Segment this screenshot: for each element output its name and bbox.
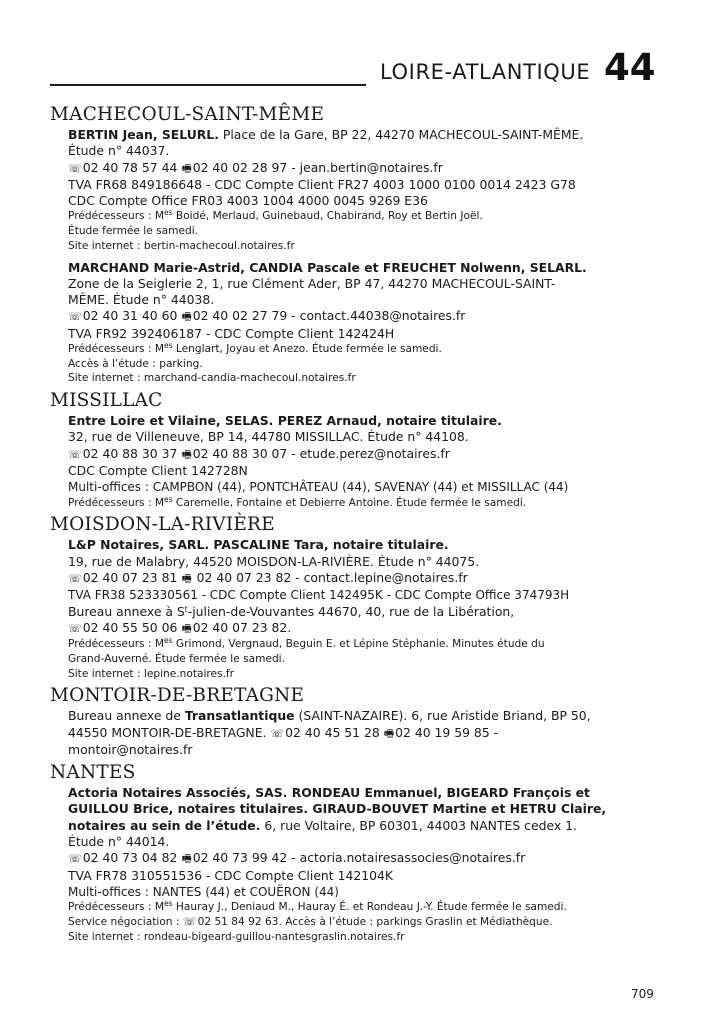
website-link[interactable]: Site internet : lepine.notaires.fr — [68, 667, 235, 680]
cdc-line: CDC Compte Office FR03 4003 1004 4000 0045 9269 E36 — [68, 193, 428, 209]
predecessors: Prédécesseurs : $M^{es}$ Grimond, Vergnaud, Beguin E. et Lépine Stéphanie. Minutes étude du — [68, 636, 545, 651]
department-number: 44 — [604, 46, 656, 89]
address: Zone de la Seiglerie 2, 1, rue Clément Ader, BP 47, 44270 MACHECOUL-SAINT- — [68, 275, 556, 291]
predecessors: Prédécesseurs : $M^{es}$ Boidé, Merlaud, Guinebaud, Chabirand, Roy et Bertin Joël. — [68, 208, 483, 223]
phone-number[interactable]: 02 40 78 57 44 — [82, 159, 178, 175]
notary-name-cont: GUILLOU Brice, notaires titulaires. GIRAUD-BOUVET Martine et HETRU Claire, — [68, 801, 607, 817]
fax-number: 02 40 02 27 79 — [192, 308, 288, 324]
phone-number[interactable]: 02 40 55 50 06 — [82, 619, 178, 635]
address: 32, rue de Villeneuve, BP 14, 44780 MISSILLAC. Étude n° 44108. — [68, 429, 469, 445]
notary-entry — [68, 127, 662, 254]
fax-icon: 🖷 — [383, 726, 395, 740]
phone-icon: ☏ — [68, 310, 82, 324]
notary-name: Entre Loire et Vilaine, SELAS. PEREZ Arnaud, notaire titulaire. — [68, 413, 502, 429]
fax-icon: 🖷 — [181, 161, 192, 175]
email-link[interactable]: - contact.lepine@notaires.fr — [291, 569, 468, 585]
city-heading: MISSILLAC — [50, 390, 163, 412]
fax-icon: 🖷 — [181, 447, 192, 461]
predecessors: Prédécesseurs : $M^{es}$ Hauray J., Deniaud M., Hauray É. et Rondeau J.-Y. Étude fermée le samedi. — [68, 899, 567, 914]
office-number: Étude n° 44014. — [68, 834, 170, 850]
city-heading: MONTOIR-DE-BRETAGNE — [50, 685, 305, 707]
fax-number: 02 40 73 99 42 — [192, 850, 288, 866]
notary-entry — [68, 537, 662, 681]
fax-icon: 🖷 — [181, 571, 192, 585]
region-title: LOIRE-ATLANTIQUE — [380, 60, 591, 84]
predecessors: Prédécesseurs : $M^{es}$ Lenglart, Joyau et Anezo. Étude fermée le samedi. — [68, 341, 442, 356]
entry-name-line — [68, 127, 662, 143]
city-heading: MOISDON-LA-RIVIÈRE — [50, 514, 275, 536]
notary-name: Actoria Notaires Associés, SAS. RONDEAU Emmanuel, BIGEARD François et — [68, 785, 590, 801]
email-link[interactable]: - etude.perez@notaires.fr — [287, 445, 450, 461]
contact-line — [68, 725, 662, 742]
notary-name: MARCHAND Marie-Astrid, CANDIA Pascale et FREUCHET Nolwenn, SELARL. — [68, 259, 587, 275]
cdc-line: CDC Compte Client 142728N — [68, 463, 248, 479]
city-heading: MACHECOUL-SAINT-MÊME — [50, 104, 325, 125]
contact-line — [68, 620, 662, 637]
phone-icon: ☏ — [270, 726, 285, 740]
address-cont: MÊME. Étude n° 44038. — [68, 292, 215, 308]
notary-name: BERTIN Jean, SELURL. — [68, 127, 219, 142]
contact-line — [68, 570, 662, 587]
header-rule — [50, 84, 366, 86]
page-number: 709 — [631, 987, 654, 1001]
phone-icon: ☏ — [68, 447, 82, 461]
phone-icon: ☏ — [182, 914, 197, 928]
phone-number[interactable]: 02 40 73 04 82 — [82, 850, 178, 866]
email-link[interactable]: - contact.44038@notaires.fr — [287, 308, 466, 324]
email-link[interactable]: montoir@notaires.fr — [68, 741, 193, 757]
office-name: Transatlantique — [184, 708, 295, 724]
phone-number[interactable]: 02 40 31 40 60 — [82, 308, 178, 324]
fax-number: 02 40 19 59 85 - — [395, 724, 499, 740]
fax-icon: 🖷 — [181, 310, 192, 324]
fax-icon: 🖷 — [181, 621, 192, 635]
phone-number[interactable]: 02 51 84 92 63 — [197, 915, 279, 928]
phone-number[interactable]: 02 40 45 51 28 — [285, 724, 380, 740]
phone-number[interactable]: 02 40 88 30 37 — [82, 445, 178, 461]
notary-entry — [68, 708, 662, 758]
notary-entry — [68, 785, 662, 944]
phone-number[interactable]: 02 40 07 23 81 — [82, 569, 178, 585]
entry-name-line: notaires au sein de l’étude. 6, rue Voltaire, BP 60301, 44003 NANTES cedex 1. — [68, 817, 577, 833]
phone-icon: ☏ — [68, 161, 82, 175]
fax-number: 02 40 88 30 07 — [192, 445, 288, 461]
phone-icon: ☏ — [68, 571, 82, 585]
phone-icon: ☏ — [68, 852, 82, 866]
tva-line: TVA FR68 849186648 - CDC Compte Client FR27 4003 1000 0100 0014 2423 G78 — [68, 176, 576, 192]
website-link[interactable]: Site internet : rondeau-bigeard-guillou-nantesgraslin.notaires.fr — [68, 930, 405, 943]
address: 6, rue Voltaire, BP 60301, 44003 NANTES cedex 1. — [260, 817, 577, 833]
directory-content — [50, 103, 662, 950]
address: Place de la Gare, BP 22, 44270 MACHECOUL-SAINT-MÊME. — [218, 127, 584, 142]
fax-icon: 🖷 — [181, 852, 192, 866]
tva-line: TVA FR38 523330561 - CDC Compte Client 142495K - CDC Compte Office 374793H — [68, 588, 570, 603]
annex-line: Bureau annexe de Transatlantique (SAINT-NAZAIRE). 6, rue Aristide Briand, BP 50, — [68, 708, 591, 724]
multi-offices: Multi-offices : NANTES (44) et COUËRON (44) — [68, 884, 339, 899]
website-link[interactable]: Site internet : bertin-machecoul.notaires.fr — [68, 239, 295, 252]
contact-line — [68, 850, 662, 867]
tva-line: TVA FR78 310551536 - CDC Compte Client 142104K — [68, 867, 394, 883]
fax-number: 02 40 02 28 97 — [192, 159, 288, 175]
fax-number: 02 40 07 23 82. — [192, 619, 292, 635]
contact-line — [68, 160, 662, 177]
notary-entry — [68, 413, 662, 510]
email-link[interactable]: - actoria.notairesassocies@notaires.fr — [287, 850, 526, 866]
office-number: Étude n° 44037. — [68, 143, 170, 159]
address: 44550 MONTOIR-DE-BRETAGNE. — [68, 724, 271, 740]
notary-entry — [68, 260, 662, 387]
predecessors-cont: Grand-Auverné. Étude fermée le samedi. — [68, 652, 285, 665]
negotiation-line: Service négociation : ☏02 51 84 92 63. Accès à l’étude : parkings Graslin et Médiathèque. — [68, 914, 553, 928]
fax-number: 02 40 07 23 82 — [196, 569, 292, 585]
predecessors: Prédécesseurs : $M^{es}$ Caremelle, Fontaine et Debierre Antoine. Étude fermée le samedi. — [68, 494, 527, 509]
website-link[interactable]: Site internet : marchand-candia-machecoul.notaires.fr — [68, 372, 356, 385]
notary-name: L&P Notaires, SARL. PASCALINE Tara, notaire titulaire. — [68, 537, 449, 553]
annex-office: Bureau annexe à $S^t-julien-de$-Vouvantes 44670, 40, rue de la Libération, — [68, 603, 515, 619]
access-note: Accès à l’étude : parking. — [68, 357, 203, 370]
contact-line — [68, 308, 662, 325]
tva-line: TVA FR92 392406187 - CDC Compte Client 142424H — [68, 325, 395, 341]
contact-line — [68, 446, 662, 463]
multi-offices: Multi-offices : CAMPBON (44), PONTCHÂTEAU (44), SAVENAY (44) et MISSILLAC (44) — [68, 480, 569, 495]
email-link[interactable]: - jean.bertin@notaires.fr — [287, 159, 443, 175]
closed-note: Étude fermée le samedi. — [68, 225, 199, 238]
address: 19, rue de Malabry, 44520 MOISDON-LA-RIVIÈRE. Étude n° 44075. — [68, 553, 480, 569]
phone-icon: ☏ — [68, 621, 82, 635]
city-heading: NANTES — [50, 762, 136, 784]
